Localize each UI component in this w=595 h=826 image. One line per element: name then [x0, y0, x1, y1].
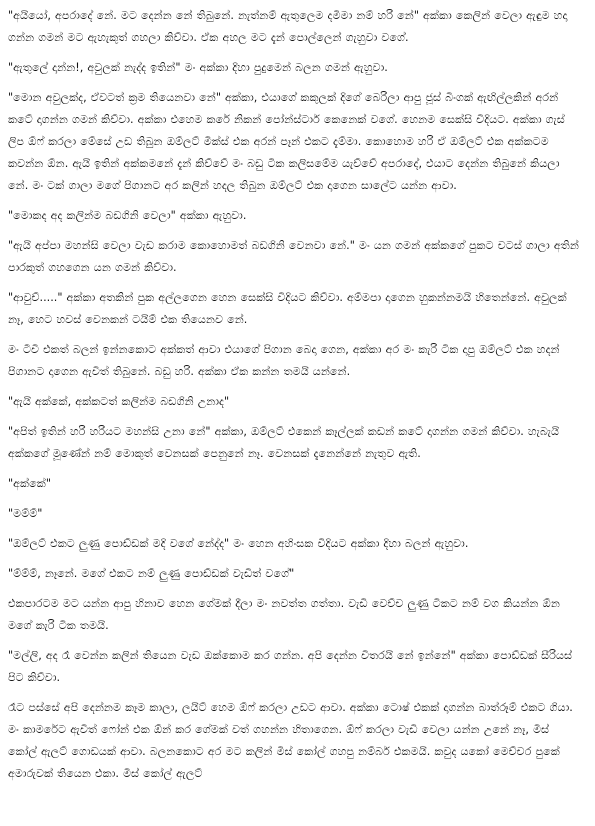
paragraph: එකපාරටම මට යන්න ආපු හිනාව හෙන ගේමක් දීලා මං නවත්ත ගත්තා. වැඩි වෙච්ච ලුණු ටිකට නම් වග කියන්න ඕන මගේ කැරි ටික තමයි. [8, 597, 560, 632]
paragraph: "අක්කේ" [8, 477, 51, 490]
paragraph: "ඇයි අප්පා මහන්සි වෙලා වැඩ කරාම කොහොමත් බඩගිනි වෙනවා නේ." මං යන ගමන් අක්කගේ පුකට චටස් ගාලා අතින් පාරකුත් ගහගෙන යන ගමන් කිව්වා. [8, 239, 579, 274]
paragraph: "ඇයි අක්කේ, අක්කටත් කලින්ම බඩගිනි උනාද" [8, 395, 230, 408]
paragraph: "ආවුච්....." අක්කා අතකින් පුක අල්ලගෙන හෙන සෙක්සි විදියට කිව්වා. අම්මපා දාගෙන හුකන්නමයි හිතෙන්නේ. අවුලක් නෑ, හෙට හවස් වෙනකන් ටයිම් එක තියෙනව නේ. [8, 291, 567, 326]
paragraph: "ඇතුලේ දාන්න!, අවුලක් නැද්ද ඉතින්" මං අක්කා දිහා පුදුමෙන් බලන ගමන් ඇහුවා. [8, 61, 388, 74]
paragraph: "මොන අවුලක්ද, ඒවටත් ක්‍රම තියෙනවා නේ" අක්කා, එයාගේ කකුලක් දිගේ බෙරිලා ආපු ජූස් බිංගක් ඇඟිල්ලකින් අරන් කටේ දාගන්න ගමන් කිව්වා. අක්කා එහෙම කරේ නිකන් පෝන්ස්ටාර් කෙනෙක් වගේ. හෙනම සෙක්සි විදියට. අක්කා ගැස් ලිප ඕෆ් කරලා මේසේ උඩ තිබුන ඔම්ලට් මික්ස් එක අරන් පෑන් එකට දැම්මා. කොහොම හරි ඒ ඔම්ලට් එක අක්කටම කවන්න ඕන. ඇයි ඉතින් අක්කමනේ දැන් කිව්වේ මං බඩු ටික කලිසමේම යැව්වේ අපරාදේ, එයාට දෙන්න තිබුනේ කියලා නේ. මං ටක් ගාලා මගේ පිගානට අර කලින් හදල තිබුන ඔම්ලට් එක දාගෙන සාලේට යන්න ආවා. [8, 91, 565, 192]
paragraph: "ම්ම්ම්, නෑනේ. මගේ එකට නම් ලුණු පොඩ්ඩක් වැඩිත් වගේ" [8, 567, 295, 580]
paragraph: "මම්ම්" [8, 507, 43, 520]
paragraph: මං ටීවි එකත් බලන් ඉන්නකොට අක්කත් ආවා එයාගේ පිගාන බෙදා ගෙන, අක්කා අර මං කැරි ටික දාපු ඔම්ලට් එක හදන් පිගානට දාගෙන ඇවිත් තිබුනේ. බඩු හරි. අක්කා ඒක කන්න තමයි යන්නේ. [8, 343, 560, 378]
paragraph: "මොකද අද කලින්ම බඩගිනි වෙලා" අක්කා ඇහුවා. [8, 209, 247, 222]
paragraph: "අයියෝ, අපරාදේ නේ. මට දෙන්න නේ තිබුනේ. නැත්නම් ඇතුලෙම දමිමා නම් හරි නේ" අක්කා කෙලින් වෙලා ඇඳුම හදා ගන්න ගමන් මට ඇහැකුත් ගහලා කිව්වා. ඒක අහල මට දැන් පොල්ලෙන් ගැහුවා වගේ. [8, 9, 568, 44]
paragraph: "අපිත් ඉතින් හරි හරියට මහන්සි උනා නේ" අක්කා, ඔම්ලට් එකෙන් කෑල්ලක් කඩන් කටේ දාගන්න ගමන් කිව්වා. හැබැයි අක්කගේ මූණේන් නම් මොකුත් වෙනසක් පෙනුනේ නෑ. වෙනසක් දැනෙන්නේ නැතුව ඇති. [8, 425, 560, 460]
paragraph: රෑට පස්සේ අපි දෙන්නම කෑම කාලා, ලයිට් හෙම ඕෆ් කරලා උඩට ආවා. අක්කා ටොෂ් එකක් දාගන්න බාත්රූම් එකට ගියා. මං කාමරේට ඇවිත් ෆෝන් එක ඕන් කර ගේමක් වත් ගහන්න හිතාගෙන. ඕෆ් කරලා වැඩි වෙලා යන්න උනේ නෑ, මිස් කෝල් ඇලට් ගොඩයක් ආවා. බලනකොට අර මට කලින් මිස් කෝල් ගහපු නම්බර් එකමයි. කවුද යකෝ මෙච්චර පුකේ අමාරුවක් තියෙන එකා. මිස් කෝල් ඇලට් [8, 701, 573, 780]
paragraph: "මල්ලි, අද රෑ වෙන්න කලින් තියෙන වැඩ ඔක්කොම කර ගන්න. අපි දෙන්න විතරයි නේ ඉන්නේ" අක්කා පොඩ්ඩක් සීරියස් පිට කිව්වා. [8, 649, 573, 684]
paragraph: "ඔම්ලට් එකට ලුණු පොඩ්ඩක් මදි වගේ නේද්ද" මං හෙන අහිංසක විදියට අක්කා දිහා බලන් ඇහුවා. [8, 537, 469, 550]
